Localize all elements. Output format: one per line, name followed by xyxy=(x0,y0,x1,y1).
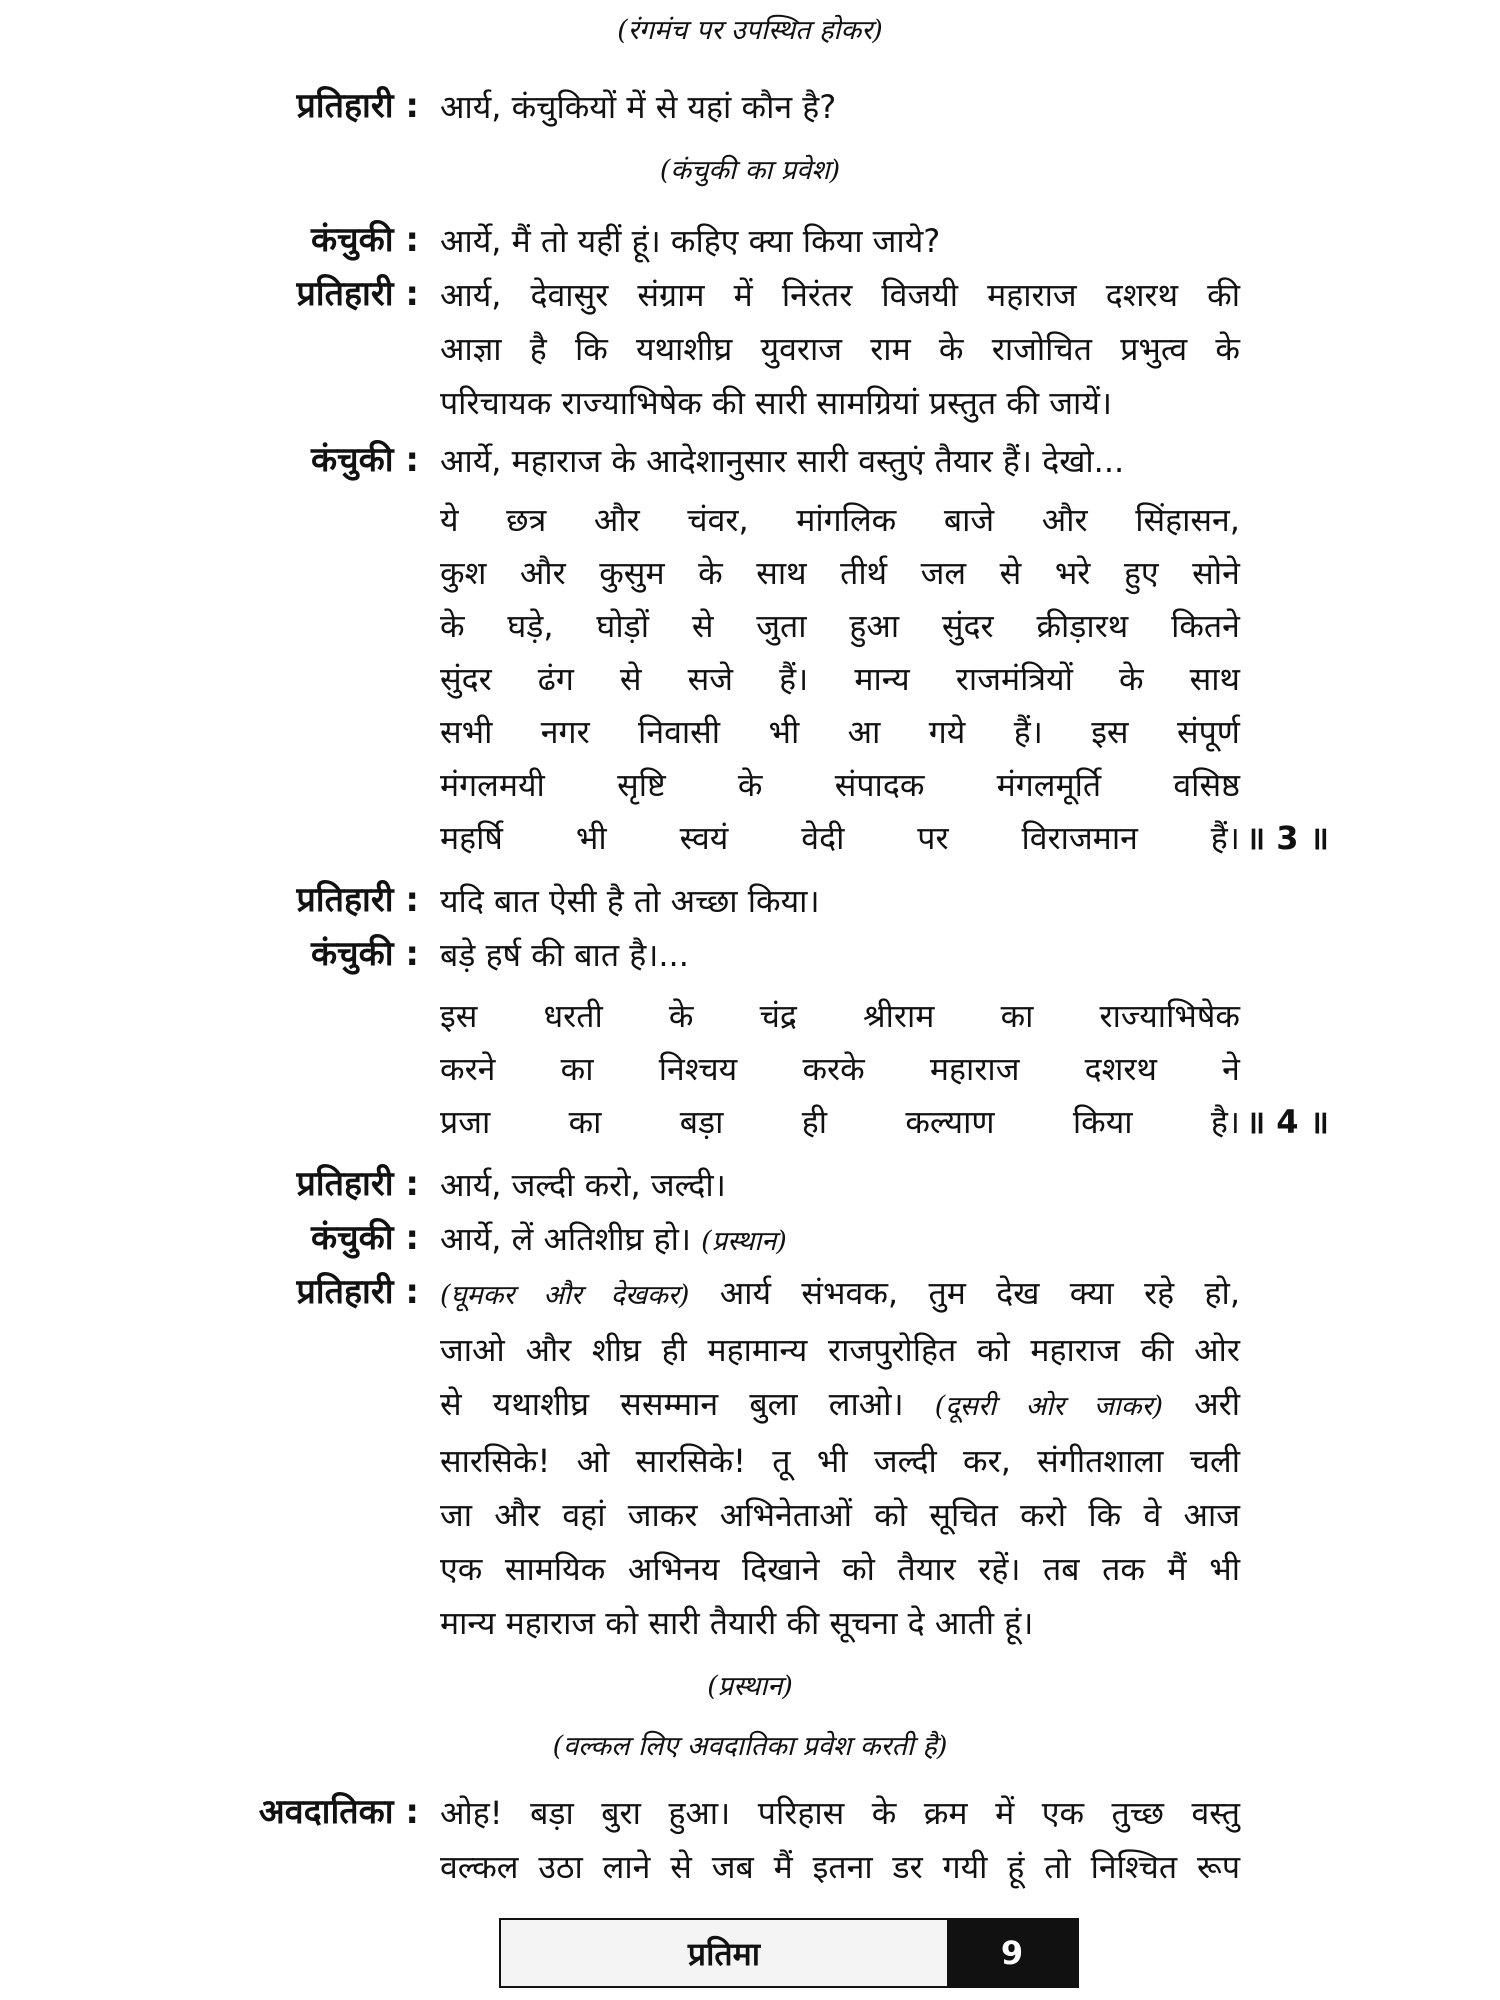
speaker-label: कंचुकी : xyxy=(310,1218,419,1258)
speaker-label: प्रतिहारी : xyxy=(296,1164,419,1204)
speaker-label: कंचुकी : xyxy=(310,934,419,974)
dialogue-line: आर्य, देवासुर संग्राम में निरंतर विजयी महाराज दशरथ की xyxy=(440,276,1240,314)
dialogue-pratihari-5 xyxy=(0,1264,1500,1642)
dialogue-line: परिचायक राज्याभिषेक की सारी सामग्रियां प्रस्तुत की जायें। xyxy=(440,384,1113,422)
stage-direction: (रंगमंच पर उपस्थित होकर) xyxy=(617,15,883,46)
verse-4 xyxy=(440,990,1240,1149)
dialogue-line: वल्कल उठा लाने से जब मैं इतना डर गयी हूं तो निश्चित रूप xyxy=(440,1848,1240,1886)
dialogue-text: आर्ये, लें अतिशीघ्र हो। xyxy=(440,1220,691,1258)
verse-line: प्रजा का बड़ा ही कल्याण किया है। xyxy=(440,1103,1240,1141)
stage-direction: (प्रस्थान) xyxy=(701,1226,787,1257)
dialogue-text: यदि बात ऐसी है तो अच्छा किया। xyxy=(440,882,820,920)
speaker-label: कंचुकी : xyxy=(310,220,419,260)
dialogue-kanchuki-2 xyxy=(0,432,1500,492)
dialogue-pratihari-3 xyxy=(0,872,1500,932)
verse-line: सुंदर ढंग से सजे हैं। मान्य राजमंत्रियों के साथ xyxy=(440,660,1240,698)
stage-direction: (कंचुकी का प्रवेश) xyxy=(659,155,841,186)
dialogue-text: आर्य, कंचुकियों में से यहां कौन है? xyxy=(440,88,837,126)
dialogue-pratihari-4 xyxy=(0,1156,1500,1216)
stage-direction: (घूमकर और देखकर) xyxy=(440,1280,690,1311)
dialogue-kanchuki-1 xyxy=(0,212,1500,272)
speaker-label: प्रतिहारी : xyxy=(296,274,419,314)
dialogue-text: आर्ये, महाराज के आदेशानुसार सारी वस्तुएं तैयार हैं। देखो... xyxy=(440,442,1125,480)
dialogue-line: जाओ और शीघ्र ही महामान्य राजपुरोहित को महाराज की ओर xyxy=(440,1331,1240,1369)
verse-line: के घड़े, घोड़ों से जुता हुआ सुंदर क्रीड़ारथ कितने xyxy=(440,607,1240,645)
dialogue-line: सारसिके! ओ सारसिके! तू भी जल्दी कर, संगीतशाला चली xyxy=(440,1442,1240,1480)
dialogue-line: जा और वहां जाकर अभिनेताओं को सूचित करो कि वे आज xyxy=(440,1496,1240,1534)
speaker-label: कंचुकी : xyxy=(310,440,419,480)
verse-line: इस धरती के चंद्र श्रीराम का राज्याभिषेक xyxy=(440,997,1240,1035)
stage-direction: (प्रस्थान) xyxy=(707,1671,793,1702)
stage-direction: (दूसरी ओर जाकर) xyxy=(934,1391,1164,1422)
speaker-label: प्रतिहारी : xyxy=(296,86,419,126)
dialogue-kanchuki-4 xyxy=(0,1210,1500,1270)
dialogue-avadatika-1 xyxy=(0,1784,1500,1886)
dialogue-line: अरी xyxy=(1194,1385,1241,1423)
page-footer xyxy=(499,1918,1079,1988)
verse-line: करने का निश्चय करके महाराज दशरथ ने xyxy=(440,1050,1240,1088)
verse-number: ॥ 4 ॥ xyxy=(1246,1103,1329,1141)
dialogue-kanchuki-3 xyxy=(0,926,1500,986)
dialogue-line: आज्ञा है कि यथाशीघ्र युवराज राम के राजोचित प्रभुत्व के xyxy=(440,330,1240,368)
verse-line: महर्षि भी स्वयं वेदी पर विराजमान हैं। xyxy=(440,819,1240,857)
dialogue-pratihari-2 xyxy=(0,266,1500,422)
verse-3 xyxy=(440,494,1240,865)
book-title: प्रतिमा xyxy=(501,1920,947,1986)
page-number: 9 xyxy=(947,1920,1077,1986)
dialogue-line: से यथाशीघ्र ससम्मान बुला लाओ। xyxy=(440,1385,904,1423)
dialogue-line: ओह! बड़ा बुरा हुआ। परिहास के क्रम में एक तुच्छ वस्तु xyxy=(440,1794,1240,1832)
verse-line: कुश और कुसुम के साथ तीर्थ जल से भरे हुए सोने xyxy=(440,554,1240,592)
dialogue-text: बड़े हर्ष की बात है।... xyxy=(440,936,689,974)
dialogue-text: आर्य संभवक, तुम देख क्या रहे हो, xyxy=(719,1274,1240,1312)
dialogue-pratihari-1 xyxy=(0,78,1500,138)
speaker-label: प्रतिहारी : xyxy=(296,880,419,920)
speaker-label: प्रतिहारी : xyxy=(296,1272,419,1312)
dialogue-text: आर्य, जल्दी करो, जल्दी। xyxy=(440,1166,726,1204)
stage-direction: (वल्कल लिए अवदातिका प्रवेश करती है) xyxy=(552,1731,948,1762)
verse-line: मंगलमयी सृष्टि के संपादक मंगलमूर्ति वसिष्ठ xyxy=(440,766,1240,804)
speaker-label: अवदातिका : xyxy=(258,1792,419,1832)
dialogue-line: एक सामयिक अभिनय दिखाने को तैयार रहें। तब तक मैं भी xyxy=(440,1550,1240,1588)
verse-line: सभी नगर निवासी भी आ गये हैं। इस संपूर्ण xyxy=(440,713,1240,751)
dialogue-text: आर्ये, मैं तो यहीं हूं। कहिए क्या किया जाये? xyxy=(440,222,941,260)
verse-number: ॥ 3 ॥ xyxy=(1246,819,1329,857)
dialogue-line: मान्य महाराज को सारी तैयारी की सूचना दे आती हूं। xyxy=(440,1604,1034,1642)
verse-line: ये छत्र और चंवर, मांगलिक बाजे और सिंहासन, xyxy=(440,501,1240,539)
